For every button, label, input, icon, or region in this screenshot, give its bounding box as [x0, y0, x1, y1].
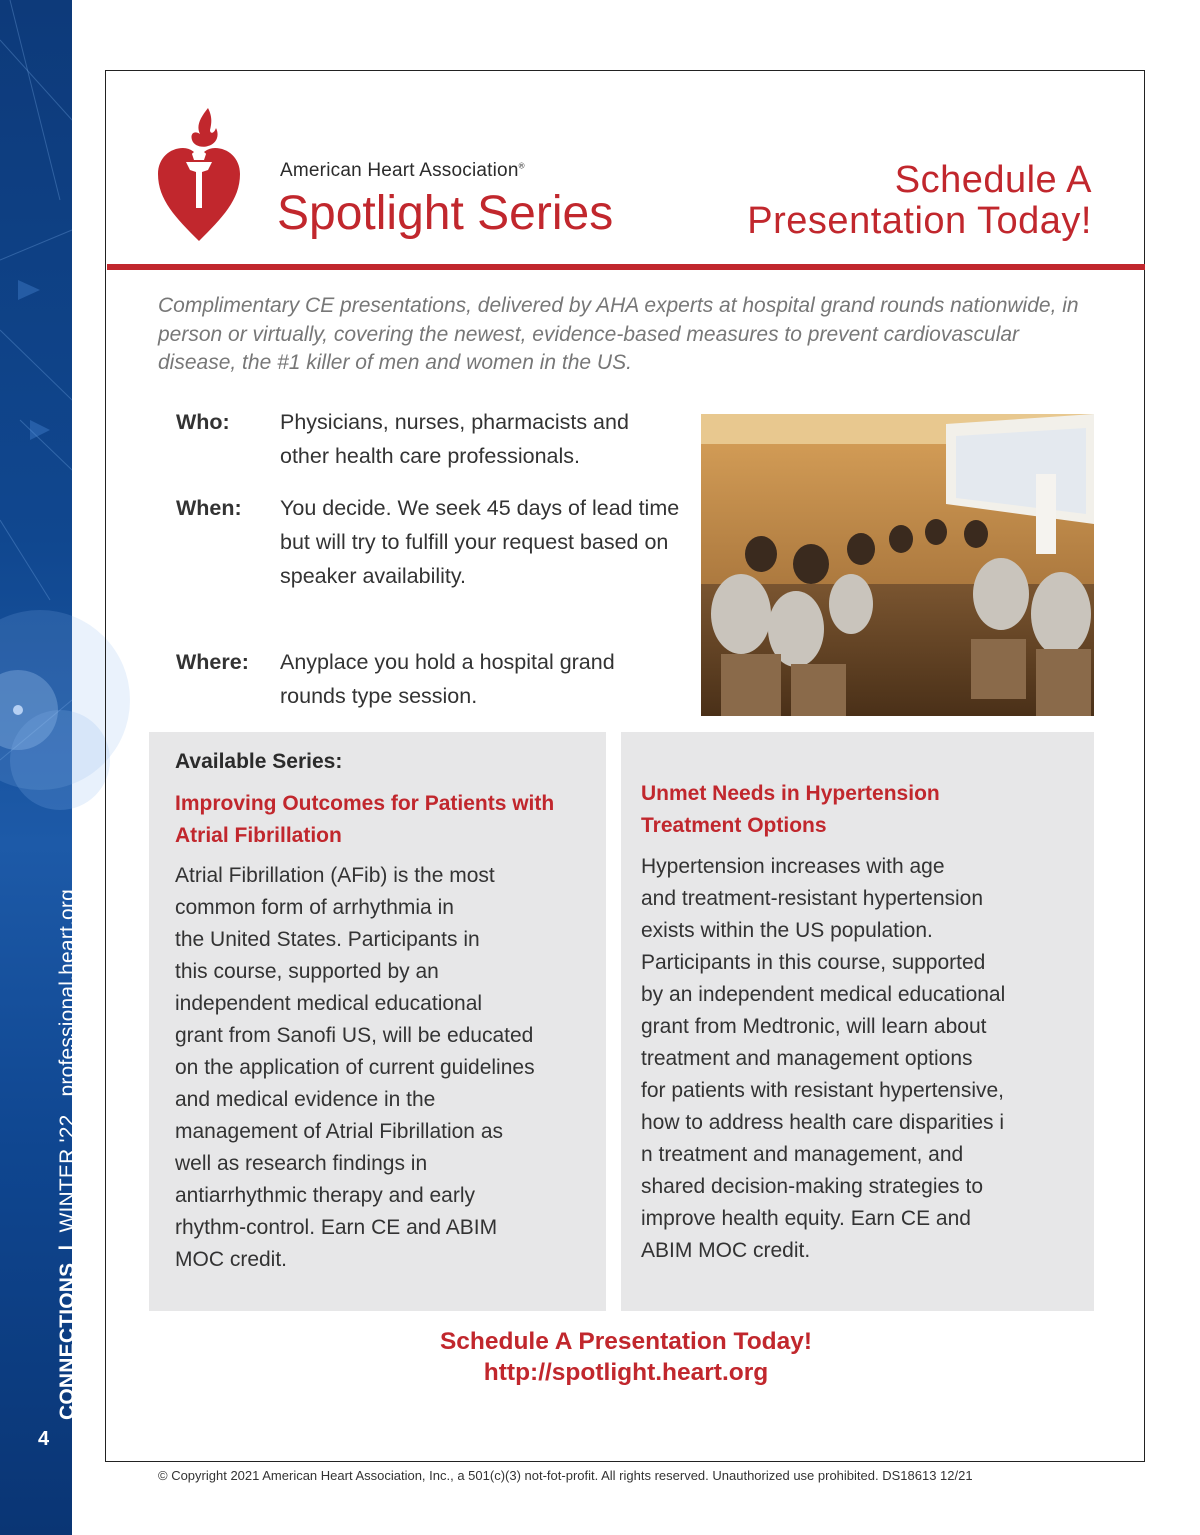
- sidebar: [0, 0, 79, 1535]
- detail-value: Physicians, nurses, pharmacists and other health care professionals.: [280, 410, 629, 468]
- intro-paragraph: Complimentary CE presentations, delivered by AHA experts at hospital grand rounds nationwide, in person or virtually, covering the newest, evidence-based measures to prevent cardiovascular disease, the #1 killer of men and women in the US.: [158, 294, 1079, 374]
- series-title-afib: Improving Outcomes for Patients with Atrial Fibrillation: [175, 792, 555, 847]
- conference-photo: [701, 414, 1094, 716]
- series-title-hypertension: Unmet Needs in Hypertension Treatment Options: [641, 782, 940, 837]
- copyright-notice: © Copyright 2021 American Heart Association, Inc., a 501(c)(3) not-fot-profit. All rights reserved. Unauthorized use prohibited. DS18613 12/21: [158, 1468, 973, 1483]
- series-body-hypertension: Hypertension increases with age and treatment-resistant hypertension exists within the US population. Participants in this course, supported by an independent medical educational grant from Medtronic, will learn about treatment and management options for patients with resistant hypertensive, how to address health care disparities i n treatment and management, and shared decision-making strategies to improve health equity. Earn CE and ABIM MOC credit.: [641, 855, 1006, 1262]
- separator: |: [56, 1244, 79, 1251]
- schedule-headline: [747, 160, 1092, 242]
- aha-heart-torch-logo-icon: [156, 108, 242, 242]
- website-link[interactable]: professional.heart.org: [56, 888, 79, 1097]
- series-body-afib: Atrial Fibrillation (AFib) is the most common form of arrhythmia in the United States. Participants in this course, supported by an independent medical educational grant from Sanofi US, will be educated on the application of current guidelines and medical evidence in the management of Atrial Fibrillation as well as research findings in antiarrhythmic therapy and early rhythm-control. Earn CE and ABIM MOC credit.: [175, 864, 535, 1271]
- series-card-afib: [149, 732, 606, 1311]
- organization-name: American Heart Association®: [280, 160, 525, 181]
- detail-label: Where:: [176, 650, 249, 674]
- series-title: Spotlight Series: [277, 187, 614, 240]
- available-series-heading: Available Series:: [175, 750, 343, 773]
- header-divider: [107, 264, 1145, 270]
- detail-label: When:: [176, 496, 242, 520]
- call-to-action: [107, 1326, 1145, 1388]
- detail-value: You decide. We seek 45 days of lead time but will try to fulfill your request based on speaker availability.: [280, 496, 680, 588]
- schedule-headline-line1: Schedule A: [894, 159, 1092, 201]
- detail-value: Anyplace you hold a hospital grand rounds type session.: [280, 650, 615, 708]
- page-number: 4: [38, 1428, 50, 1450]
- schedule-headline-line2: Presentation Today!: [747, 200, 1092, 242]
- cta-link[interactable]: http://spotlight.heart.org: [483, 1359, 769, 1386]
- detail-label: Who:: [176, 410, 230, 434]
- issue-label: WINTER '22: [56, 1114, 79, 1233]
- sidebar-vertical-text: [56, 889, 80, 1420]
- publication-name: CONNECTIONS: [56, 1262, 79, 1420]
- conference-audience-photo-icon: [701, 414, 1094, 716]
- series-card-hypertension: [621, 732, 1094, 1311]
- cta-headline: Schedule A Presentation Today!: [439, 1328, 813, 1355]
